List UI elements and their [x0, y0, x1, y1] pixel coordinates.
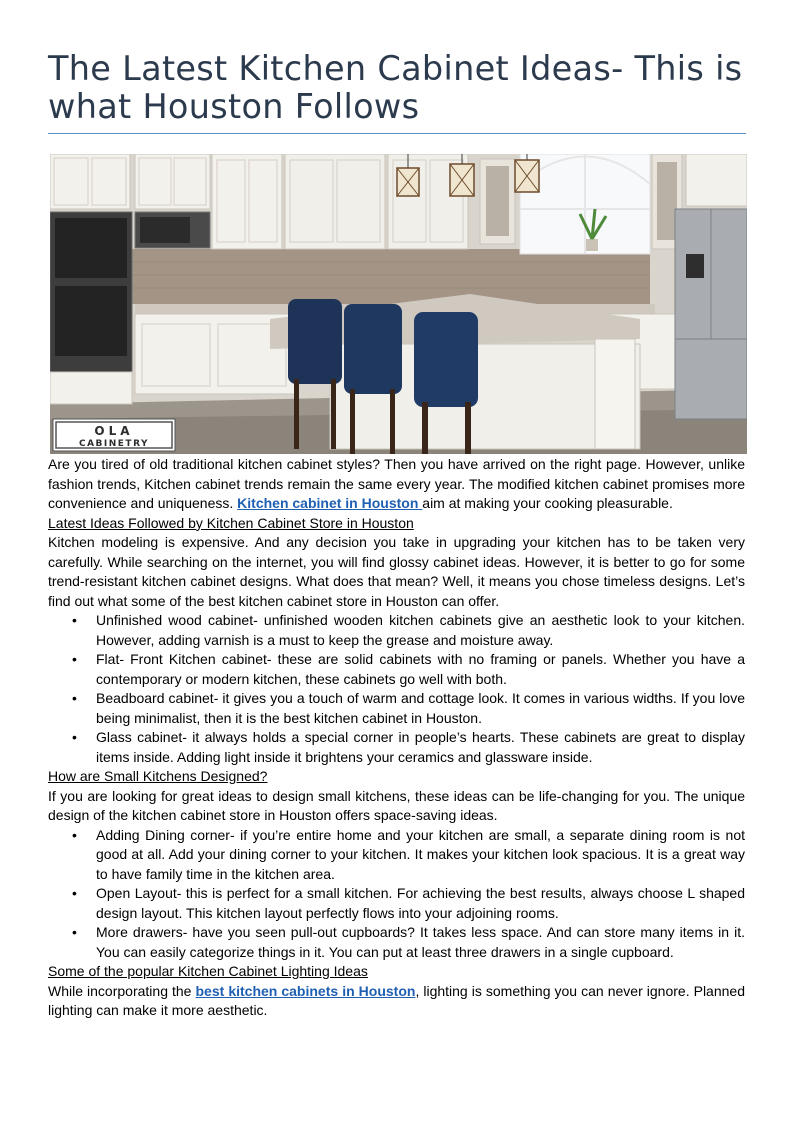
list-item: • More drawers- have you seen pull-out cupboards? It takes less space. And can store many items in it. You can easily categorize things in it. You can put at least three drawers in a single cupboard. [72, 924, 745, 960]
logo-top-text: OLA [94, 424, 134, 438]
article-body [48, 455, 745, 1021]
bullet-icon: • [72, 651, 77, 667]
section2-heading: How are Small Kitchens Designed? [48, 768, 268, 784]
bullet-icon: • [72, 924, 77, 940]
section1-heading: Latest Ideas Followed by Kitchen Cabinet Store in Houston [48, 514, 414, 531]
list-item: • Open Layout- this is perfect for a small kitchen. For achieving the best results, always choose L shaped design layout. This kitchen layout perfectly flows into your adjoining rooms. [72, 885, 745, 921]
kitchen-cabinet-houston-link[interactable]: Kitchen cabinet in Houston [237, 495, 423, 511]
list-item: • Flat- Front Kitchen cabinet- these are solid cabinets with no framing or panels. Whether you have a contemporary or modern kitchen, these cabinets go well with both. [72, 651, 745, 687]
bullet-icon: • [72, 826, 77, 843]
page-title: The Latest Kitchen Cabinet Ideas- This is what Houston Follows [48, 49, 743, 126]
bullet-icon: • [72, 612, 77, 628]
list-item: • Beadboard cabinet- it gives you a touch of warm and cottage look. It comes in various widths. If you love being minimalist, then it is the best kitchen cabinet in Houston. [72, 690, 745, 726]
best-kitchen-cabinets-link[interactable]: best kitchen cabinets in Houston [195, 982, 416, 999]
list-item: • Unfinished wood cabinet- unfinished wooden kitchen cabinets give an aesthetic look to your kitchen. However, adding varnish is a must to keep the grease and moisture away. [72, 612, 745, 648]
logo-bottom-text: CABINETRY [78, 439, 150, 449]
title-divider [48, 133, 746, 134]
kitchen-photo [50, 154, 747, 454]
section3-paragraph: While incorporating the best kitchen cabinets in Houston, lighting is something you can never ignore. Planned lighting can make it more aesthetic. [48, 982, 745, 1018]
section2-list [48, 826, 745, 963]
section1-list [48, 611, 745, 767]
intro-paragraph: Are you tired of old traditional kitchen cabinet styles? Then you have arrived on the right page. However, unlike fashion trends, Kitchen cabinet trends remain the same every year. The modified kitchen cabinet promises more convenience and uniqueness. Kitchen cabinet in Houston aim at making your cooking pleasurable. [48, 456, 745, 511]
bullet-icon: • [72, 885, 77, 901]
bullet-icon: • [72, 729, 77, 745]
list-item: • Adding Dining corner- if you’re entire home and your kitchen are small, a separate dining room is not good at all. Add your dining corner to your kitchen. It makes your kitchen look spacious. It is a great way to have family time in the kitchen area. [72, 826, 745, 882]
list-item: • Glass cabinet- it always holds a special corner in people’s hearts. These cabinets are great to display items inside. Adding light inside it brightens your ceramics and glassware inside. [72, 729, 745, 765]
section2-paragraph: If you are looking for great ideas to design small kitchens, these ideas can be life-changing for you. The unique design of the kitchen cabinet store in Houston offers space-saving ideas. [48, 787, 745, 823]
section3-heading: Some of the popular Kitchen Cabinet Lighting Ideas [48, 963, 368, 979]
bullet-icon: • [72, 690, 77, 706]
section1-paragraph: Kitchen modeling is expensive. And any decision you take in upgrading your kitchen has to be taken very carefully. While searching on the internet, you will find glossy cabinet ideas. However, it is better to go for some trend-resistant kitchen cabinet designs. What does that mean? Well, it means you chose timeless designs. Let’s find out what some of the best kitchen cabinet store in Houston can offer. [48, 534, 745, 609]
kitchen-illustration [50, 154, 747, 454]
